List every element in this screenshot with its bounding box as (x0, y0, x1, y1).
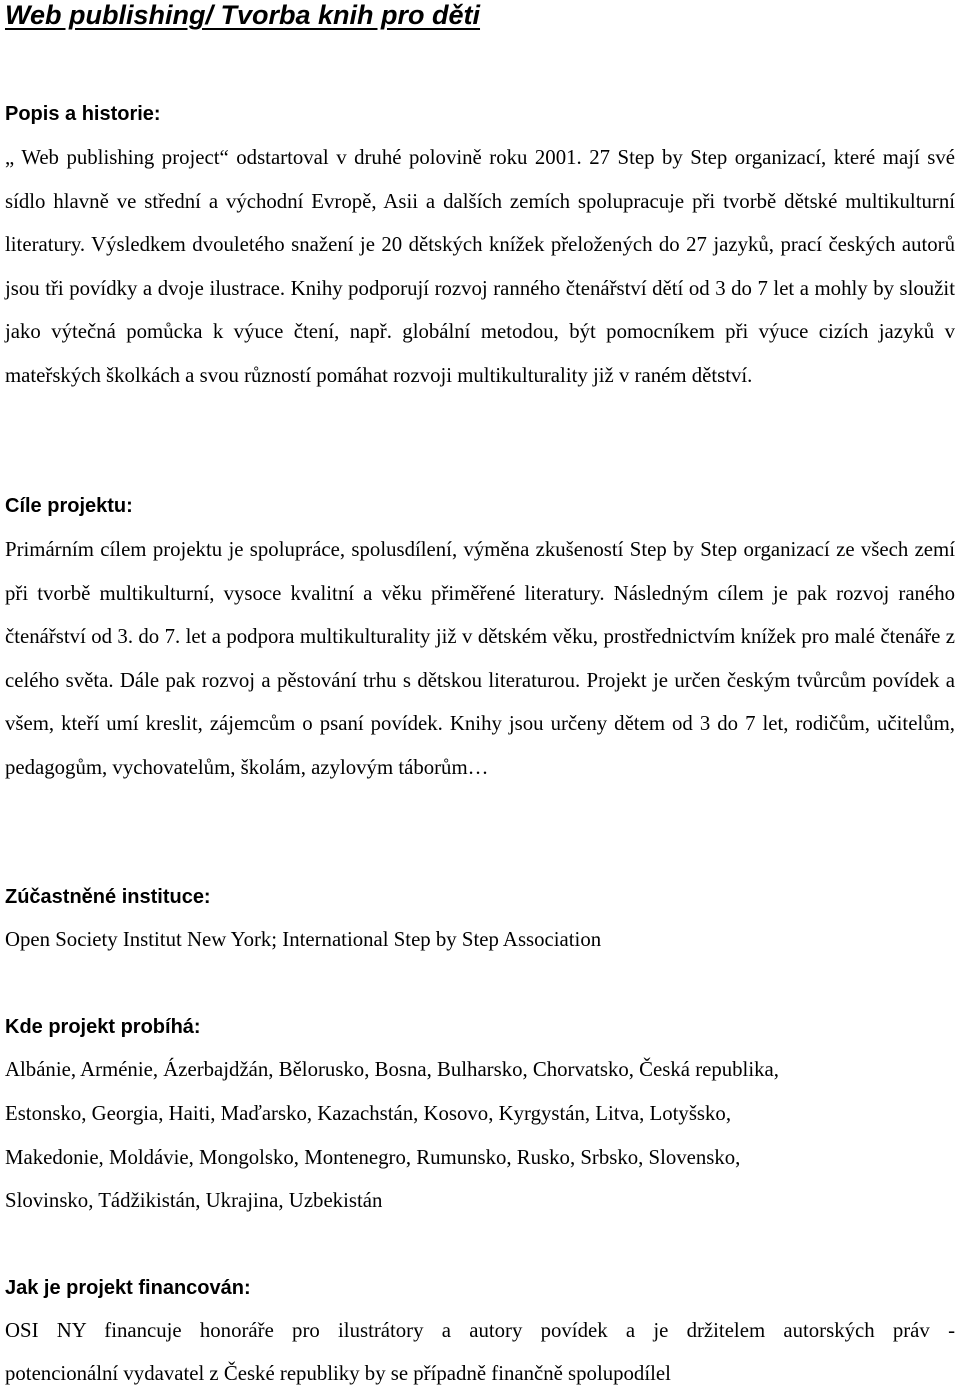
document-title: Web publishing/ Tvorba knih pro děti (5, 0, 481, 30)
country-line: Estonsko, Georgia, Haiti, Maďarsko, Kazachstán, Kosovo, Kyrgystán, Litva, Lotyšsko, (5, 1102, 732, 1125)
financovani-heading: Jak je projekt financován: (5, 1277, 251, 1299)
instituce-heading: Zúčastněné instituce: (5, 886, 211, 908)
country-line: Slovinsko, Tádžikistán, Ukrajina, Uzbekistán (5, 1189, 383, 1212)
financovani-line-text: OSI NY financuje honoráře pro ilustrátory a autory povídek a je držitelem autorských práv - (5, 1319, 955, 1342)
financovani-line: potencionální vydavatel z České republiky by se případně finančně spolupodílel (5, 1362, 671, 1385)
kde-heading: Kde projekt probíhá: (5, 1016, 201, 1038)
instituce-text: Open Society Institut New York; International Step by Step Association (5, 928, 602, 951)
country-line: Makedonie, Moldávie, Mongolsko, Montenegro, Rumunsko, Rusko, Srbsko, Slovensko, (5, 1146, 741, 1169)
financovani-line (5, 1316, 955, 1346)
country-line: Albánie, Arménie, Ázerbajdžán, Bělorusko, Bosna, Bulharsko, Chorvatsko, Česká republika, (5, 1058, 779, 1081)
popis-paragraph: „ Web publishing project“ odstartoval v druhé polovině roku 2001. 27 Step by Step organizací, které mají své sídlo hlavně ve střední a východní Evropě, Asii a dalších zemích spolupracuje při tvorbě dětské multikulturní literatury. Výsledkem dvouletého snažení je 20 dětských knížek přeložených do 27 jazyků, prací českých autorů jsou tři povídky a dvoje ilustrace. Knihy podporují rozvoj ranného čtenářství dětí od 3 do 7 let a mohly by sloužit jako výtečná pomůcka k výuce čtení, např. globální metodou, být pomocníkem při výuce cizích jazyků v mateřských školkách a svou růzností pomáhat rozvoji multikulturality již v raném dětství. (5, 146, 955, 387)
cile-paragraph: Primárním cílem projektu je spolupráce, spolusdílení, výměna zkušeností Step by Step organizací ze všech zemí při tvorbě multikulturní, vysoce kvalitní a věku přiměřené literatury. Následným cílem je pak rozvoj raného čtenářství od 3. do 7. let a podpora multikulturality již v dětském věku, prostřednictvím knížek pro malé čtenáře z celého světa. Dále pak rozvoj a pěstování trhu s dětskou literaturou. Projekt je určen českým tvůrcům povídek a všem, kteří umí kreslit, zájemcům o psaní povídek. Knihy jsou určeny dětem od 3 do 7 let, rodičům, učitelům, pedagogům, vychovatelům, školám, azylovým táborům… (5, 538, 955, 779)
popis-heading: Popis a historie: (5, 103, 161, 125)
cile-heading: Cíle projektu: (5, 495, 133, 517)
